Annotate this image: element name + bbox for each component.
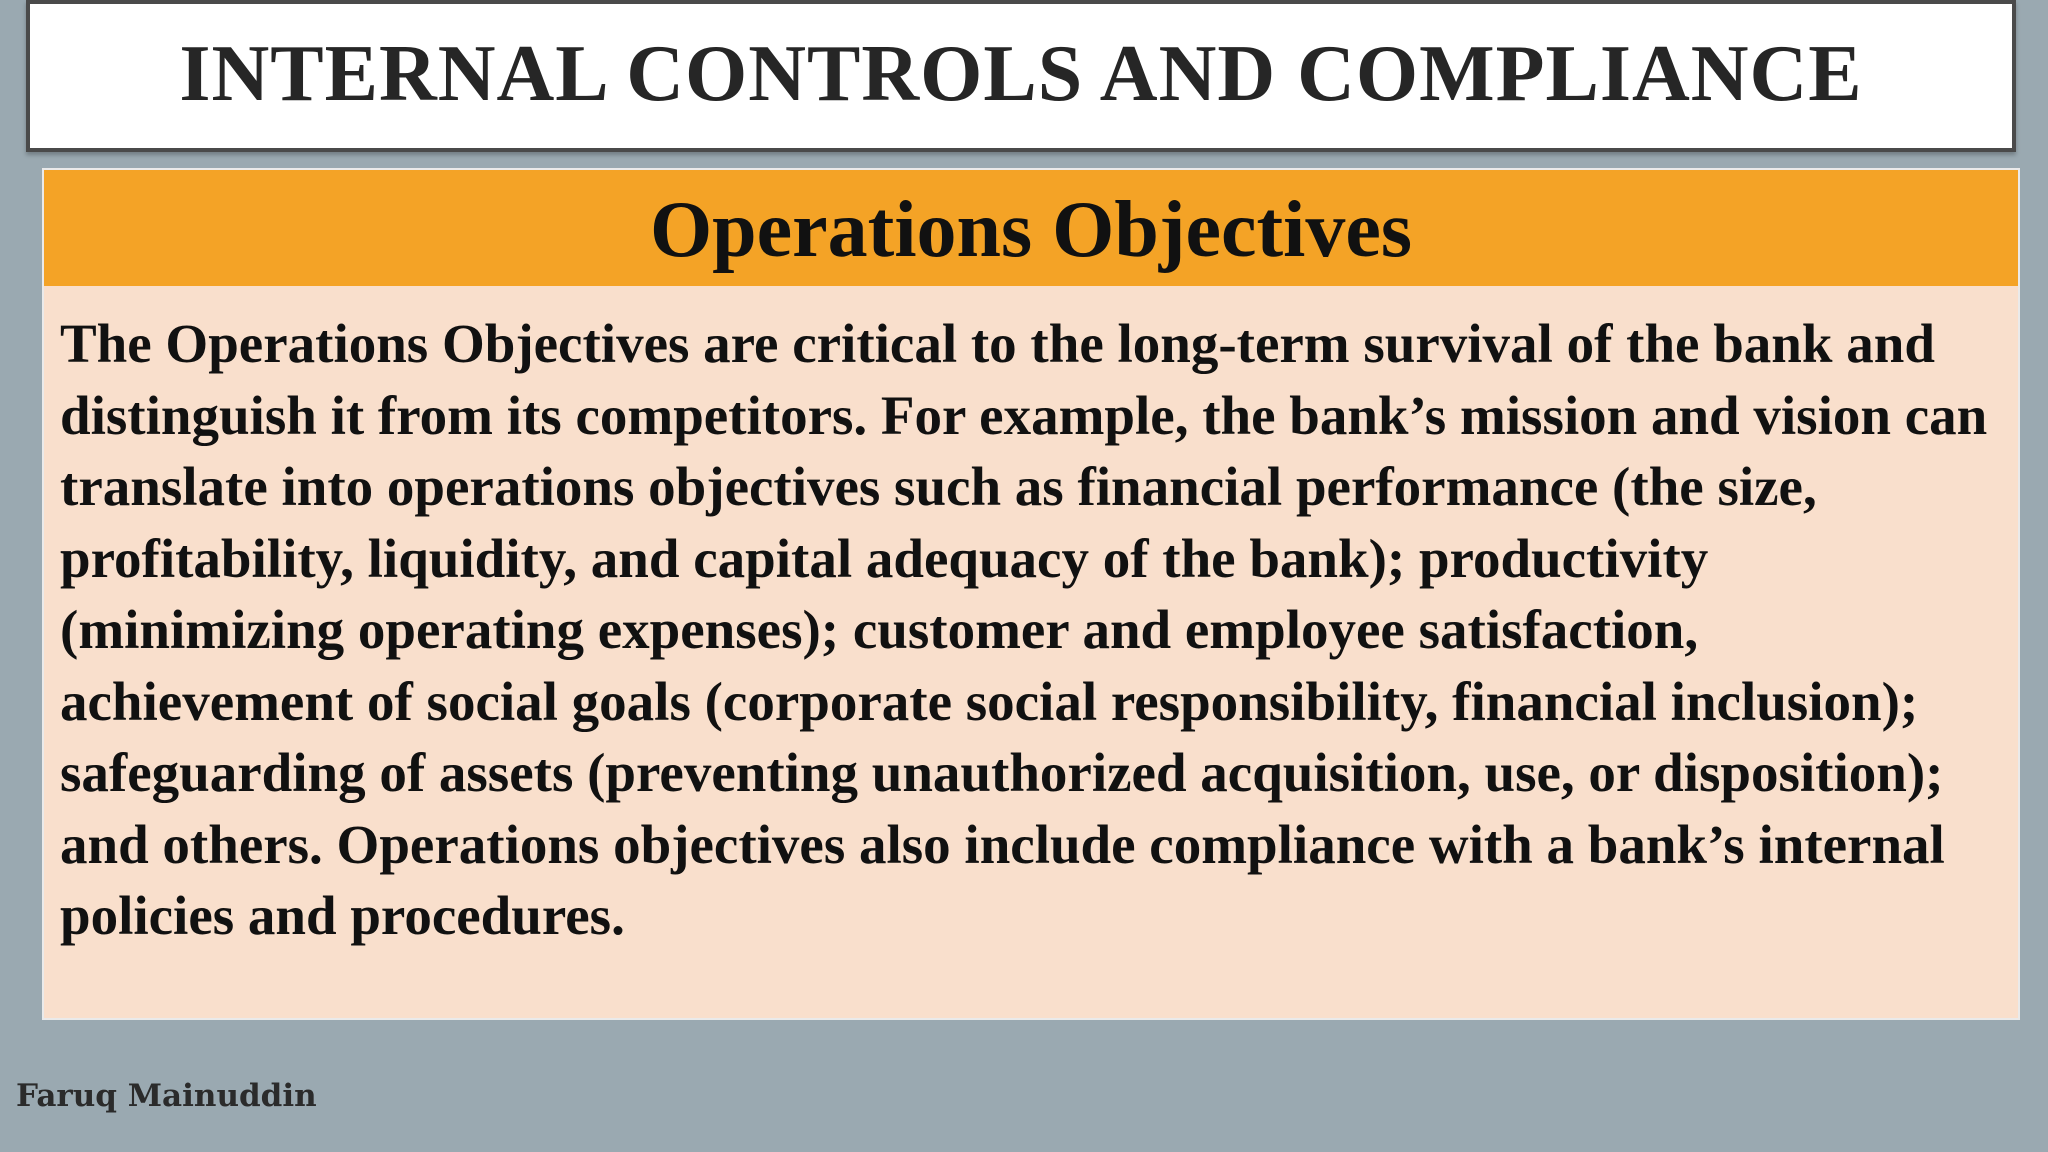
slide-title-box xyxy=(26,0,2016,152)
content-panel xyxy=(42,168,2020,1020)
section-header-bar xyxy=(44,170,2018,286)
section-heading: Operations Objectives xyxy=(649,185,1413,274)
author-name: Faruq Mainuddin xyxy=(16,1078,317,1114)
slide-title: INTERNAL CONTROLS AND COMPLIANCE xyxy=(179,29,1863,118)
section-body-text: The Operations Objectives are critical to the long-term survival of the bank and distinguish it from its competitors. For example, the bank’s mission and vision can translate into operations objectives such as financial performance (the size, profitability, liquidity, and capital adequacy of the bank); productivity (minimizing operating expenses); customer and employee satisfaction, achievement of social goals (corporate social responsibility, financial inclusion); safeguarding of assets (preventing unauthorized acquisition, use, or disposition); and others. Operations objectives also include compliance with a bank’s internal policies and procedures. xyxy=(60,313,1988,946)
